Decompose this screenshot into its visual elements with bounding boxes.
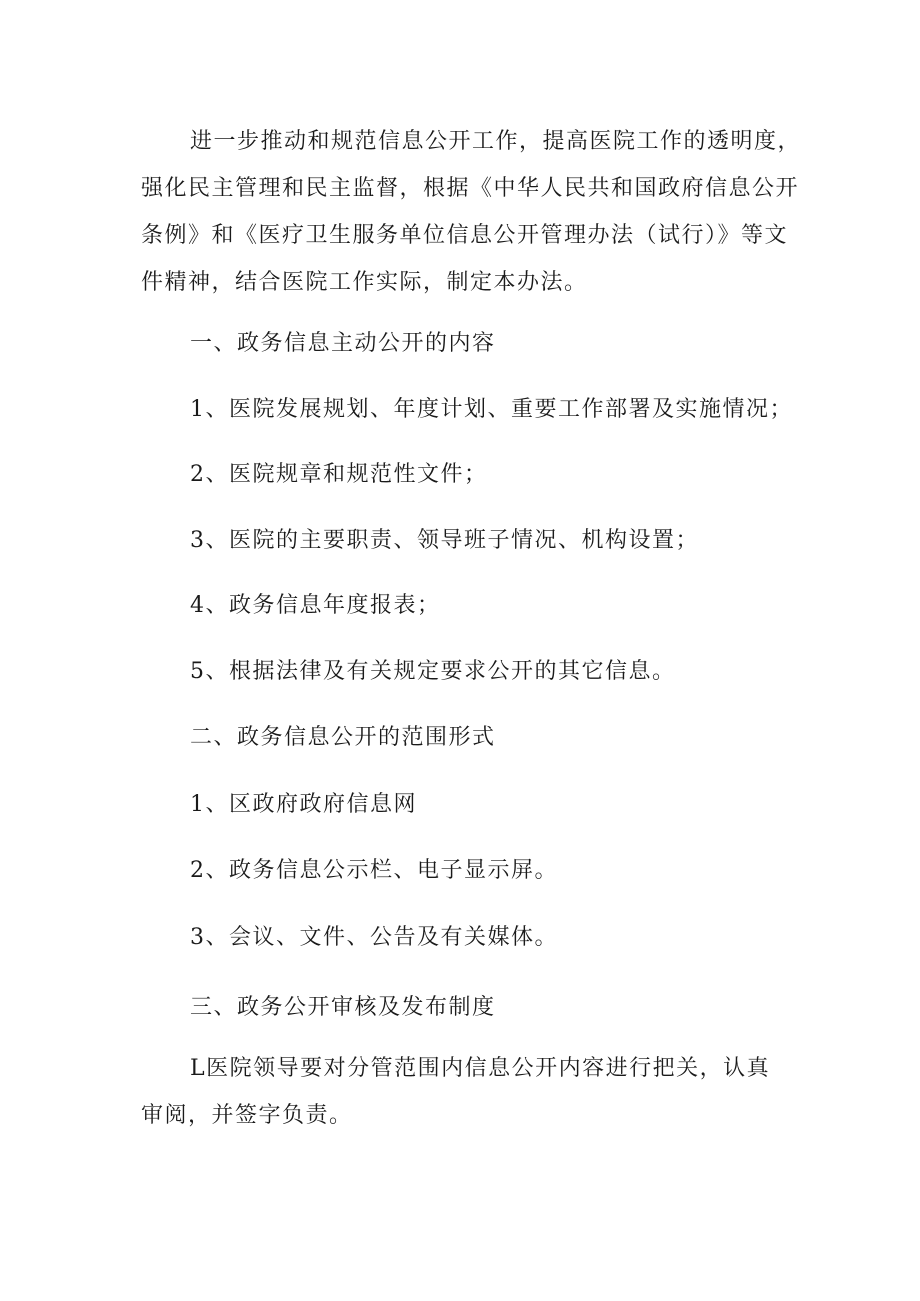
paragraph-line-2: 审阅，并签字负责。 [141,1103,353,1128]
list-item: 3、会议、文件、公告及有关媒体。 [190,925,558,950]
list-item: 4、政务信息年度报表； [190,593,441,618]
intro-line-3: 条例》和《医疗卫生服务单位信息公开管理办法（试行）》等文 [141,223,789,248]
intro-line-1: 进一步推动和规范信息公开工作，提高医院工作的透明度， [190,129,802,154]
intro-line-4: 件精神，结合医院工作实际，制定本办法。 [141,270,588,295]
list-item: 2、医院规章和规范性文件； [190,462,488,487]
list-item: 3、医院的主要职责、领导班子情况、机构设置； [190,528,699,553]
intro-line-2: 强化民主管理和民主监督，根据《中华人民共和国政府信息公开 [141,176,800,201]
list-item: 5、根据法律及有关规定要求公开的其它信息。 [190,659,676,684]
list-item: 1、医院发展规划、年度计划、重要工作部署及实施情况； [190,397,793,422]
section-heading-1: 一、政务信息主动公开的内容 [190,331,496,356]
section-heading-2: 二、政务信息公开的范围形式 [190,725,496,750]
paragraph-line-1: L医院领导要对分管范围内信息公开内容进行把关，认真 [190,1056,771,1081]
list-item: 2、政务信息公示栏、电子显示屏。 [190,858,558,883]
list-item: 1、区政府政府信息网 [190,792,417,817]
section-heading-3: 三、政务公开审核及发布制度 [190,995,496,1020]
